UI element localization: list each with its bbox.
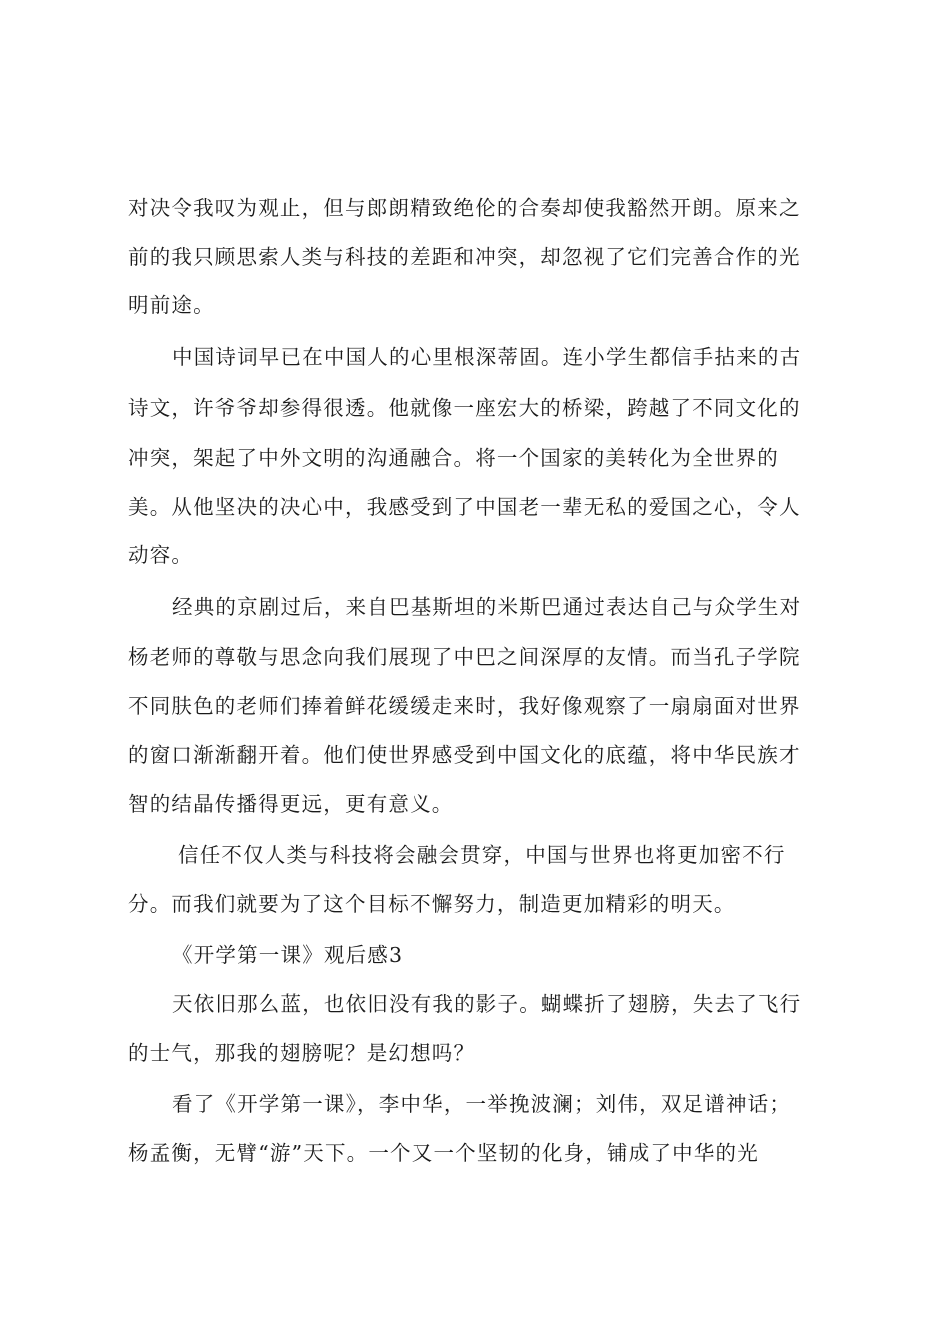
text-line: 中国诗词早已在中国人的心里根深蒂固。连小学生都信手拈来的古 [172, 345, 802, 369]
text-line: 明前途。 [128, 293, 215, 317]
text-line: 信任不仅人类与科技将会融会贯穿，中国与世界也将更加密不行 [178, 843, 786, 867]
text-line: 诗文，许爷爷却参得很透。他就像一座宏大的桥梁，跨越了不同文化的 [128, 396, 801, 420]
text-line: 的士气，那我的翅膀呢？是幻想吗？ [128, 1041, 476, 1065]
text-line: 不同肤色的老师们捧着鲜花缓缓走来时，我好像观察了一扇扇面对世界 [128, 694, 801, 718]
text-line: 智的结晶传播得更远，更有意义。 [128, 792, 454, 816]
text-line: 前的我只顾思索人类与科技的差距和冲突，却忽视了它们完善合作的光 [128, 245, 801, 269]
text-line: 经典的京剧过后，来自巴基斯坦的米斯巴通过表达自己与众学生对 [172, 595, 802, 619]
text-line: 看了《开学第一课》，李中华，一举挽波澜；刘伟，双足谱神话； [172, 1092, 792, 1116]
text-line: 杨孟衡，无臂“游”天下。一个又一个坚韧的化身，铺成了中华的光 [128, 1141, 759, 1165]
section-heading: 《开学第一课》观后感3 [172, 943, 404, 967]
text-line: 冲突，架起了中外文明的沟通融合。将一个国家的美转化为全世界的 [128, 446, 779, 470]
text-line: 的窗口渐渐翻开着。他们使世界感受到中国文化的底蕴，将中华民族才 [128, 743, 801, 767]
text-line: 对决令我叹为观止，但与郎朗精致绝伦的合奏却使我豁然开朗。原来之 [128, 196, 801, 220]
text-line: 分。而我们就要为了这个目标不懈努力，制造更加精彩的明天。 [128, 892, 736, 916]
text-line: 天依旧那么蓝，也依旧没有我的影子。蝴蝶折了翅膀，失去了飞行 [172, 992, 802, 1016]
text-line: 动容。 [128, 543, 194, 567]
text-line: 美。从他坚决的决心中，我感受到了中国老一辈无私的爱国之心，令人 [128, 495, 801, 519]
text-line: 杨老师的尊敬与思念向我们展现了中巴之间深厚的友情。而当孔子学院 [128, 645, 801, 669]
